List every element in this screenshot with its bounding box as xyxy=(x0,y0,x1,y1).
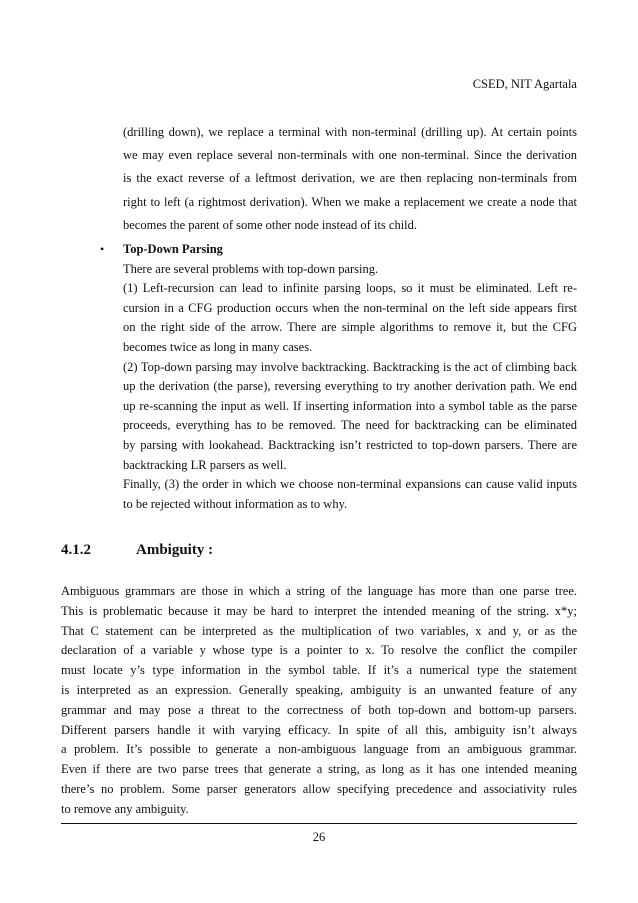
text-line: on the right side of the arrow. There are simple algorithms to remove it, but the CFG xyxy=(123,320,577,335)
bullet-marker: • xyxy=(100,242,105,256)
text-line: Ambiguous grammars are those in which a string of the language has more than one parse tree. xyxy=(61,584,577,598)
text-line: up re-scanning the input as well. If inserting information into a symbol table as the parse xyxy=(123,398,577,413)
text-line: by parsing with lookahead. Backtracking isn’t restricted to top-down parsers. There are xyxy=(123,438,577,452)
text-line: a problem. It’s possible to generate a non-ambiguous language from an ambiguous grammar. xyxy=(61,742,577,757)
text-line: (1) Left-recursion can lead to infinite parsing loops, so it must be eliminated. Left re- xyxy=(123,281,577,296)
text-line: There are several problems with top-down parsing. xyxy=(123,261,379,276)
text-line: cursion in a CFG production occurs when the non-terminal on the left side appears first xyxy=(123,300,577,315)
text-line: Even if there are two parse trees that generate a string, as long as it has one intended meaning xyxy=(61,762,577,777)
text-line: (drilling down), we replace a terminal with non-terminal (drilling up). At certain points xyxy=(123,125,577,139)
text-line: is interpreted as an expression. Generally speaking, ambiguity is an unwanted feature of any xyxy=(61,683,577,697)
text-line: Different parsers handle it with varying efficacy. In spite of all this, ambiguity isn’t always xyxy=(61,722,577,737)
text-line: This is problematic because it may be hard to interpret the intended meaning of the string. x*y; xyxy=(61,603,577,618)
text-line: proceeds, everything has to be removed. The need for backtracking can be eliminated xyxy=(123,418,577,433)
section-number: 4.1.2 xyxy=(61,542,91,558)
item-title: Top-Down Parsing xyxy=(123,242,223,256)
text-line: is the exact reverse of a leftmost derivation, we are then replacing non-terminals from xyxy=(123,171,577,186)
section-title: Ambiguity : xyxy=(136,542,214,558)
text-line: (2) Top-down parsing may involve backtracking. Backtracking is the act of climbing back xyxy=(123,359,577,374)
text-line: becomes the parent of some other node instead of its child. xyxy=(123,217,418,232)
text-line: we may even replace several non-terminals with one non-terminal. Since the derivation xyxy=(123,148,577,163)
text-line: to be rejected without information as to why. xyxy=(123,496,348,511)
text-line: up the derivation (the parse), reversing everything to try another derivation path. We end xyxy=(123,379,577,394)
section-heading xyxy=(61,540,213,560)
text-line: must locate y’s type information in the symbol table. If it’s a numerical type the statement xyxy=(61,663,577,678)
page-number: 26 xyxy=(312,830,326,844)
text-line: backtracking LR parsers as well. xyxy=(123,457,287,472)
text-line: there’s no problem. Some parser generators allow specifying precedence and associativity rules xyxy=(61,782,577,796)
text-line: Finally, (3) the order in which we choose non-terminal expansions can cause valid inputs xyxy=(123,477,577,492)
text-line: declaration of a variable y whose type is a pointer to x. To resolve the conflict the compiler xyxy=(61,643,577,658)
text-line: grammar and may pose a threat to the correctness of both top-down and bottom-up parsers. xyxy=(61,702,577,717)
footer-rule xyxy=(61,823,577,824)
text-line: That C statement can be interpreted as the multiplication of two variables, x and y, or as the xyxy=(61,623,577,638)
running-header: CSED, NIT Agartala xyxy=(472,77,577,91)
text-line: to remove any ambiguity. xyxy=(61,801,189,816)
text-line: becomes twice as long in many cases. xyxy=(123,340,313,354)
text-line: right to left (a rightmost derivation). When we make a replacement we create a node that xyxy=(123,194,577,209)
